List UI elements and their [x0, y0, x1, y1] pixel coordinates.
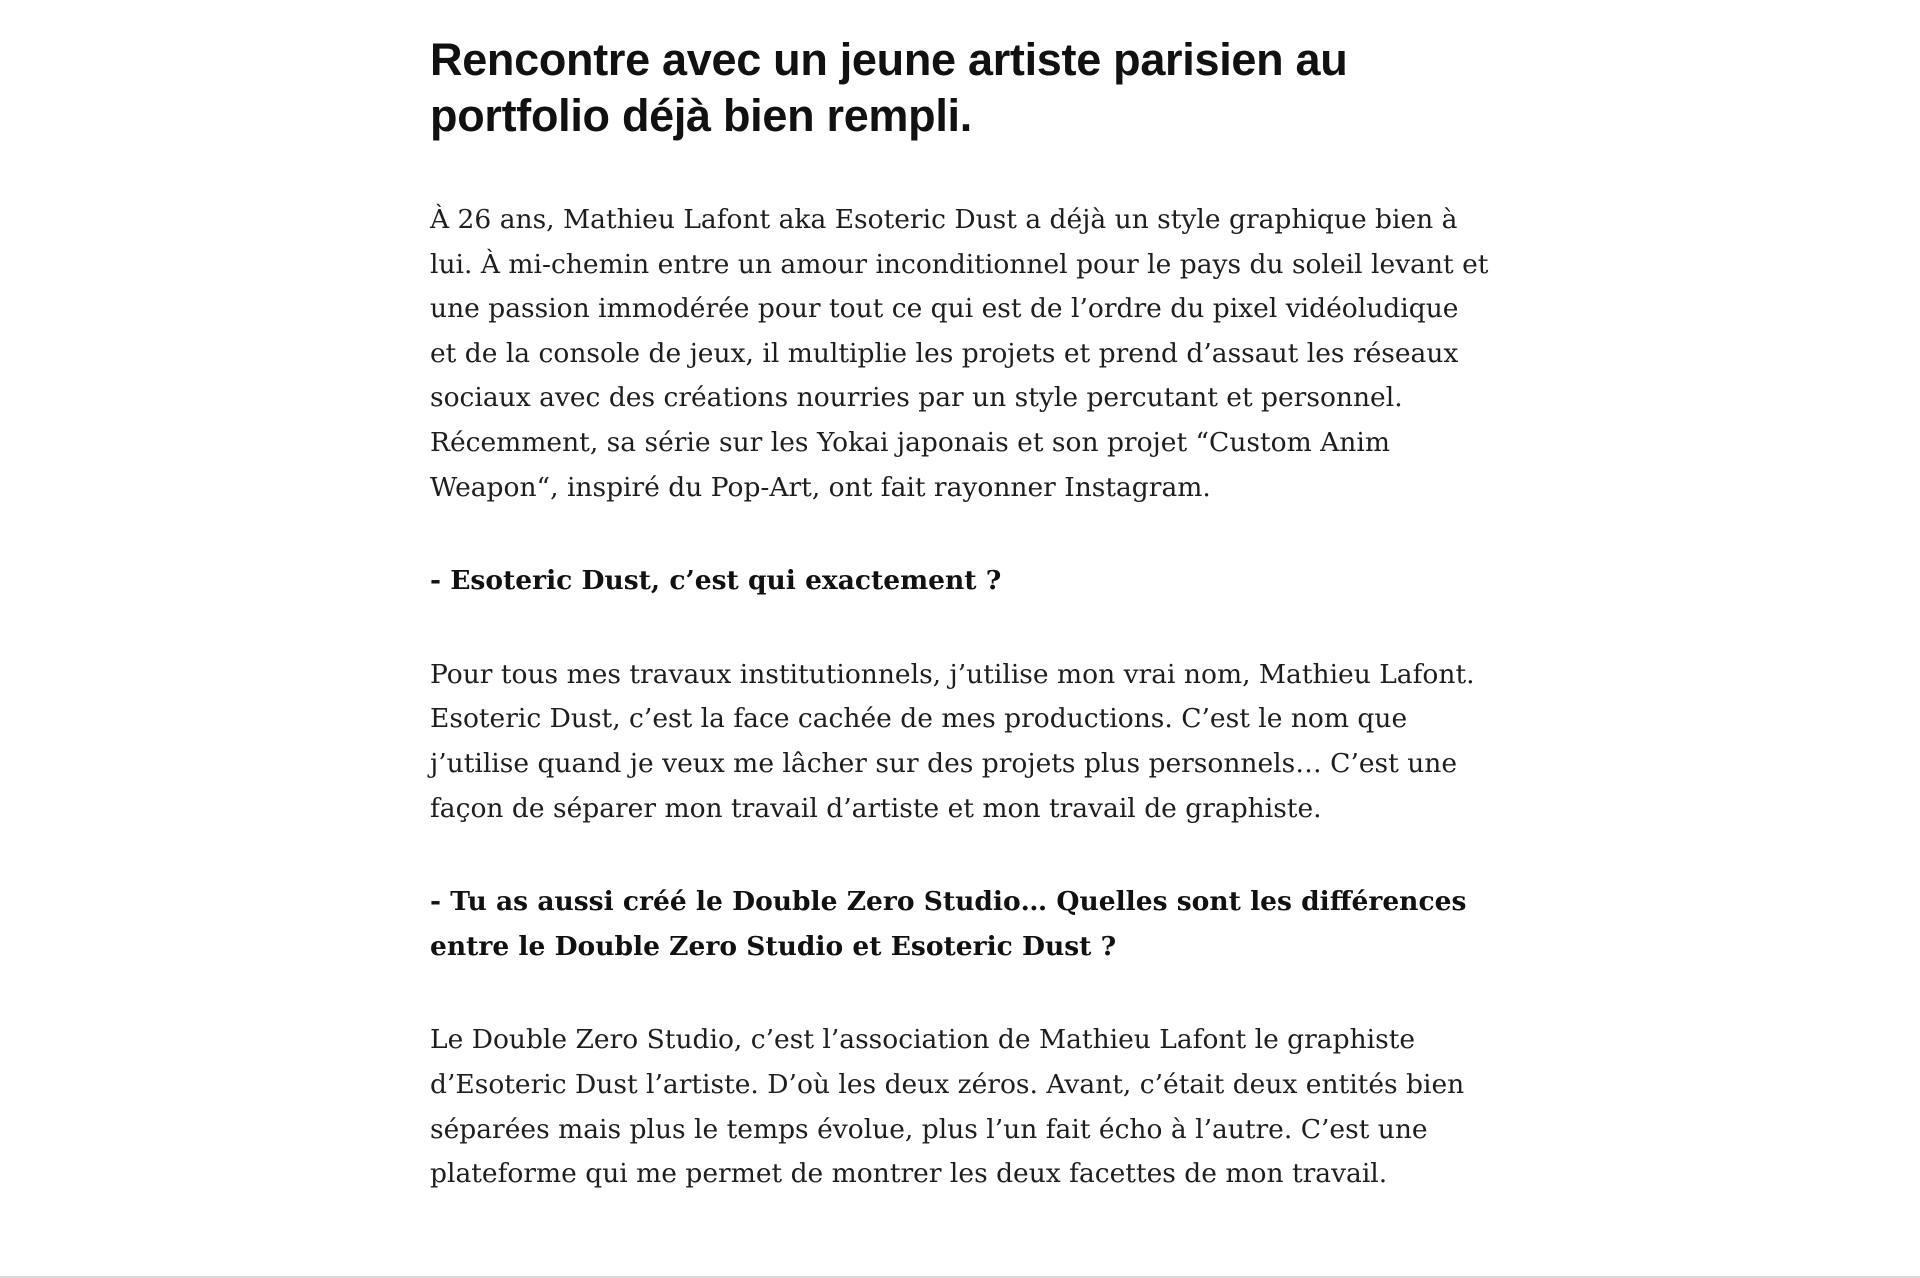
article: [430, 32, 1490, 1197]
intro-paragraph: À 26 ans, Mathieu Lafont aka Esoteric Dust a déjà un style graphique bien à lui. À mi-chemin entre un amour inconditionnel pour le pays du soleil levant et une passion immodérée pour tout ce qui est de l’ordre du pixel vidéoludique et de la console de jeux, il multiplie les projets et prend d’assaut les réseaux sociaux avec des créations nourries par un style percutant et personnel. Récemment, sa série sur les Yokai japonais et son projet “Custom Anim Weapon“, inspiré du Pop-Art, ont fait rayonner Instagram.: [430, 204, 1489, 503]
interview-answer-1: Pour tous mes travaux institutionnels, j’utilise mon vrai nom, Mathieu Lafont. Esoteric Dust, c’est la face cachée de mes productions. C’est le nom que j’utilise quand je veux me lâcher sur des projets plus personnels… C’est une façon de séparer mon travail d’artiste et mon travail de graphiste.: [430, 658, 1475, 824]
interview-question-2: - Tu as aussi créé le Double Zero Studio… Quelles sont les différences entre le Double Zero Studio et Esoteric Dust ?: [430, 886, 1467, 962]
interview-question-1: - Esoteric Dust, c’est qui exactement ?: [430, 565, 1002, 597]
article-title: Rencontre avec un jeune artiste parisien au portfolio déjà bien rempli.: [430, 34, 1348, 141]
interview-answer-2: Le Double Zero Studio, c’est l’association de Mathieu Lafont le graphiste d’Esoteric Dust l’artiste. D’où les deux zéros. Avant, c’était deux entités bien séparées mais plus le temps évolue, plus l’un fait écho à l’autre. C’est une plateforme qui me permet de montrer les deux facettes de mon travail.: [430, 1024, 1465, 1190]
